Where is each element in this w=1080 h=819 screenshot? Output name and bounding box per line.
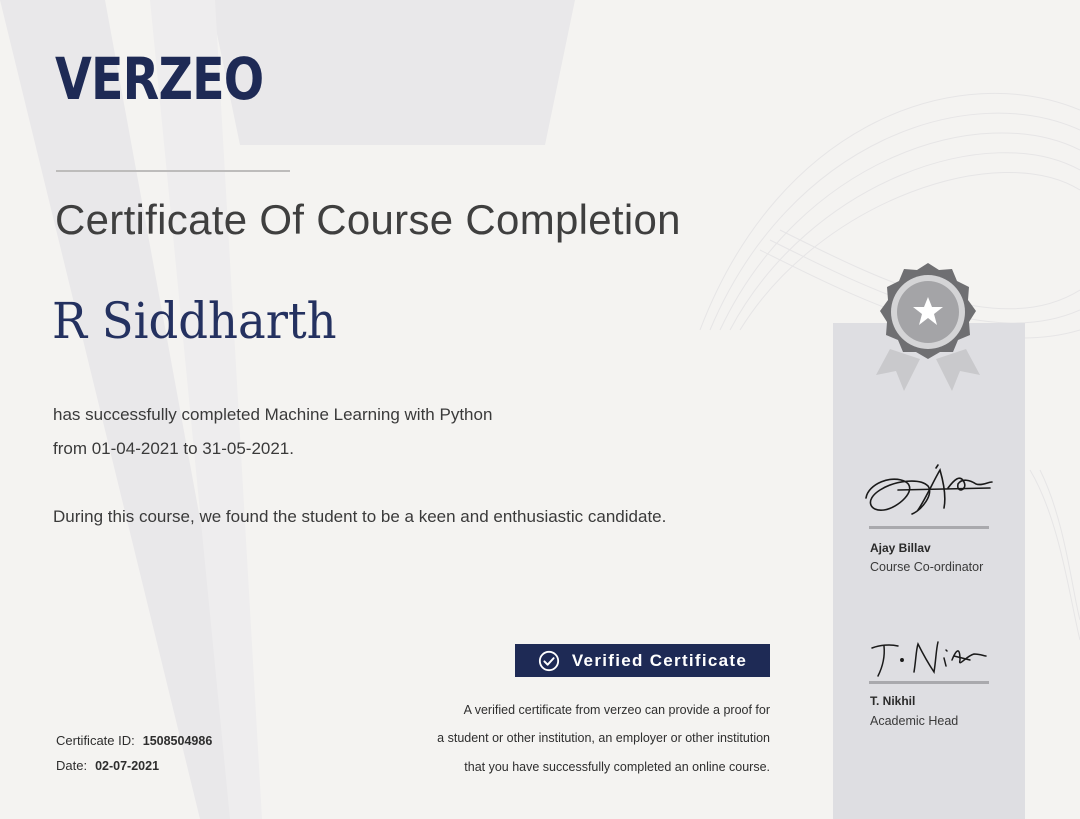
verification-text-line: that you have successfully completed an online course. <box>464 760 770 774</box>
medal-icon <box>868 261 988 401</box>
signature-line <box>869 681 989 684</box>
signature-t-nikhil <box>864 636 989 682</box>
certificate-id-value: 1508504986 <box>142 734 213 748</box>
date-value: 02-07-2021 <box>95 759 160 773</box>
recipient-name: R Siddharth <box>52 292 337 350</box>
signatory-role: Course Co-ordinator <box>870 560 984 574</box>
signature-ajay-billav <box>858 460 998 525</box>
completion-text: has successfully completed Machine Learning with Python <box>53 405 493 424</box>
certificate-id <box>56 733 212 748</box>
badge-label: Verified Certificate <box>571 650 748 670</box>
verification-text-line: A verified certificate from verzeo can provide a proof for <box>463 703 770 717</box>
signatory-role: Academic Head <box>870 714 959 728</box>
check-circle-icon <box>538 650 560 672</box>
header-divider <box>56 170 290 172</box>
verzeo-logo: VERZEO <box>55 45 264 113</box>
signatory-name: Ajay Billav <box>870 541 931 555</box>
signature-line <box>869 526 989 529</box>
verified-certificate-badge <box>515 644 770 677</box>
certificate-id-label: Certificate ID: <box>56 733 135 748</box>
date-label: Date: <box>56 758 88 773</box>
certificate-date <box>56 758 159 773</box>
course-dates: from 01-04-2021 to 31-05-2021. <box>53 439 294 458</box>
signatory-name: T. Nikhil <box>870 694 916 708</box>
evaluation-text: During this course, we found the student to be a keen and enthusiastic candidate. <box>53 507 667 526</box>
certificate-title: Certificate Of Course Completion <box>55 196 681 243</box>
verification-text-line: a student or other institution, an employer or other institution <box>437 731 770 745</box>
